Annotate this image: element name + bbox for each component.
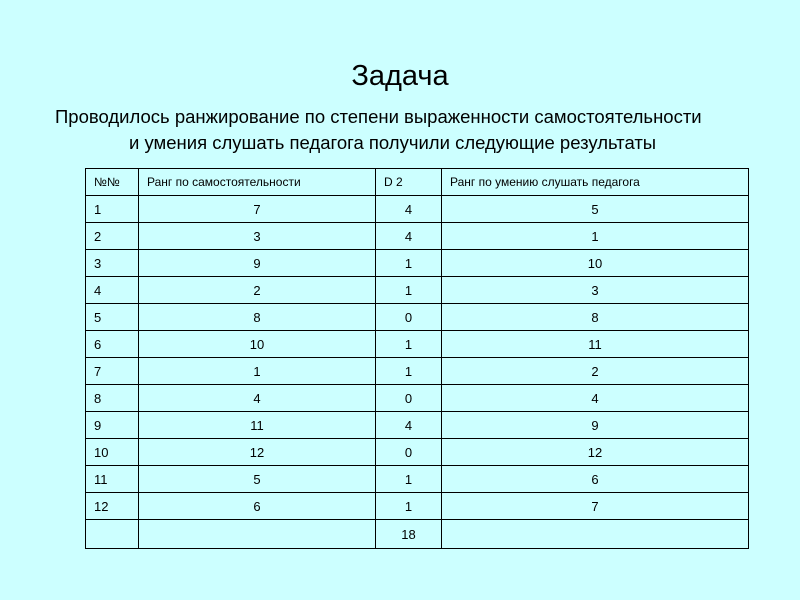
cell-number: 3 [86,250,139,277]
cell-independence-rank: 6 [139,493,376,520]
cell-number: 12 [86,493,139,520]
table-row [86,304,749,331]
slide-title: Задача [351,60,449,92]
cell-d-squared: 0 [376,385,442,412]
cell-number: 6 [86,331,139,358]
cell-independence-rank: 11 [139,412,376,439]
cell-number: 4 [86,277,139,304]
cell-number: 10 [86,439,139,466]
cell-listening-rank: 7 [442,493,749,520]
table-row [86,223,749,250]
cell-listening-rank: 1 [442,223,749,250]
cell-d-squared: 1 [376,277,442,304]
cell-independence-rank: 12 [139,439,376,466]
table-total-row [86,520,749,549]
cell-listening-rank: 6 [442,466,749,493]
results-table [85,168,749,549]
cell-listening-rank: 4 [442,385,749,412]
cell-d-squared: 4 [376,223,442,250]
cell-number: 8 [86,385,139,412]
cell-independence-rank: 3 [139,223,376,250]
table-row [86,412,749,439]
cell-listening-rank: 5 [442,196,749,223]
header-number: №№ [86,169,139,196]
cell-number: 11 [86,466,139,493]
table-row [86,331,749,358]
total-cell-number [86,520,139,549]
header-listening-rank: Ранг по умению слушать педагога [442,169,749,196]
cell-d-squared: 4 [376,196,442,223]
table-row [86,358,749,385]
cell-d-squared: 0 [376,439,442,466]
table-row [86,493,749,520]
cell-number: 2 [86,223,139,250]
cell-d-squared: 1 [376,250,442,277]
cell-independence-rank: 8 [139,304,376,331]
total-cell-d-squared-sum: 18 [376,520,442,549]
cell-d-squared: 1 [376,466,442,493]
cell-number: 7 [86,358,139,385]
cell-d-squared: 0 [376,304,442,331]
cell-number: 5 [86,304,139,331]
table-row [86,277,749,304]
table-header-row [86,169,749,196]
cell-independence-rank: 4 [139,385,376,412]
cell-independence-rank: 7 [139,196,376,223]
cell-d-squared: 1 [376,493,442,520]
header-d-squared: D 2 [376,169,442,196]
cell-listening-rank: 10 [442,250,749,277]
cell-independence-rank: 9 [139,250,376,277]
cell-listening-rank: 3 [442,277,749,304]
total-cell-independence-rank [139,520,376,549]
cell-listening-rank: 8 [442,304,749,331]
table-row [86,385,749,412]
cell-number: 1 [86,196,139,223]
cell-independence-rank: 5 [139,466,376,493]
header-independence-rank: Ранг по самостоятельности [139,169,376,196]
subtitle-line-2: и умения слушать педагога получили следующие результаты [129,132,657,153]
table-row [86,196,749,223]
cell-d-squared: 1 [376,358,442,385]
cell-independence-rank: 10 [139,331,376,358]
cell-independence-rank: 1 [139,358,376,385]
cell-listening-rank: 11 [442,331,749,358]
subtitle-line-1: Проводилось ранжирование по степени выраженности самостоятельности [55,106,702,127]
cell-listening-rank: 9 [442,412,749,439]
table-row [86,466,749,493]
cell-d-squared: 4 [376,412,442,439]
cell-d-squared: 1 [376,331,442,358]
cell-listening-rank: 12 [442,439,749,466]
total-cell-listening-rank [442,520,749,549]
table-row [86,250,749,277]
slide-subtitle [40,104,775,156]
cell-independence-rank: 2 [139,277,376,304]
cell-number: 9 [86,412,139,439]
cell-listening-rank: 2 [442,358,749,385]
table-row [86,439,749,466]
